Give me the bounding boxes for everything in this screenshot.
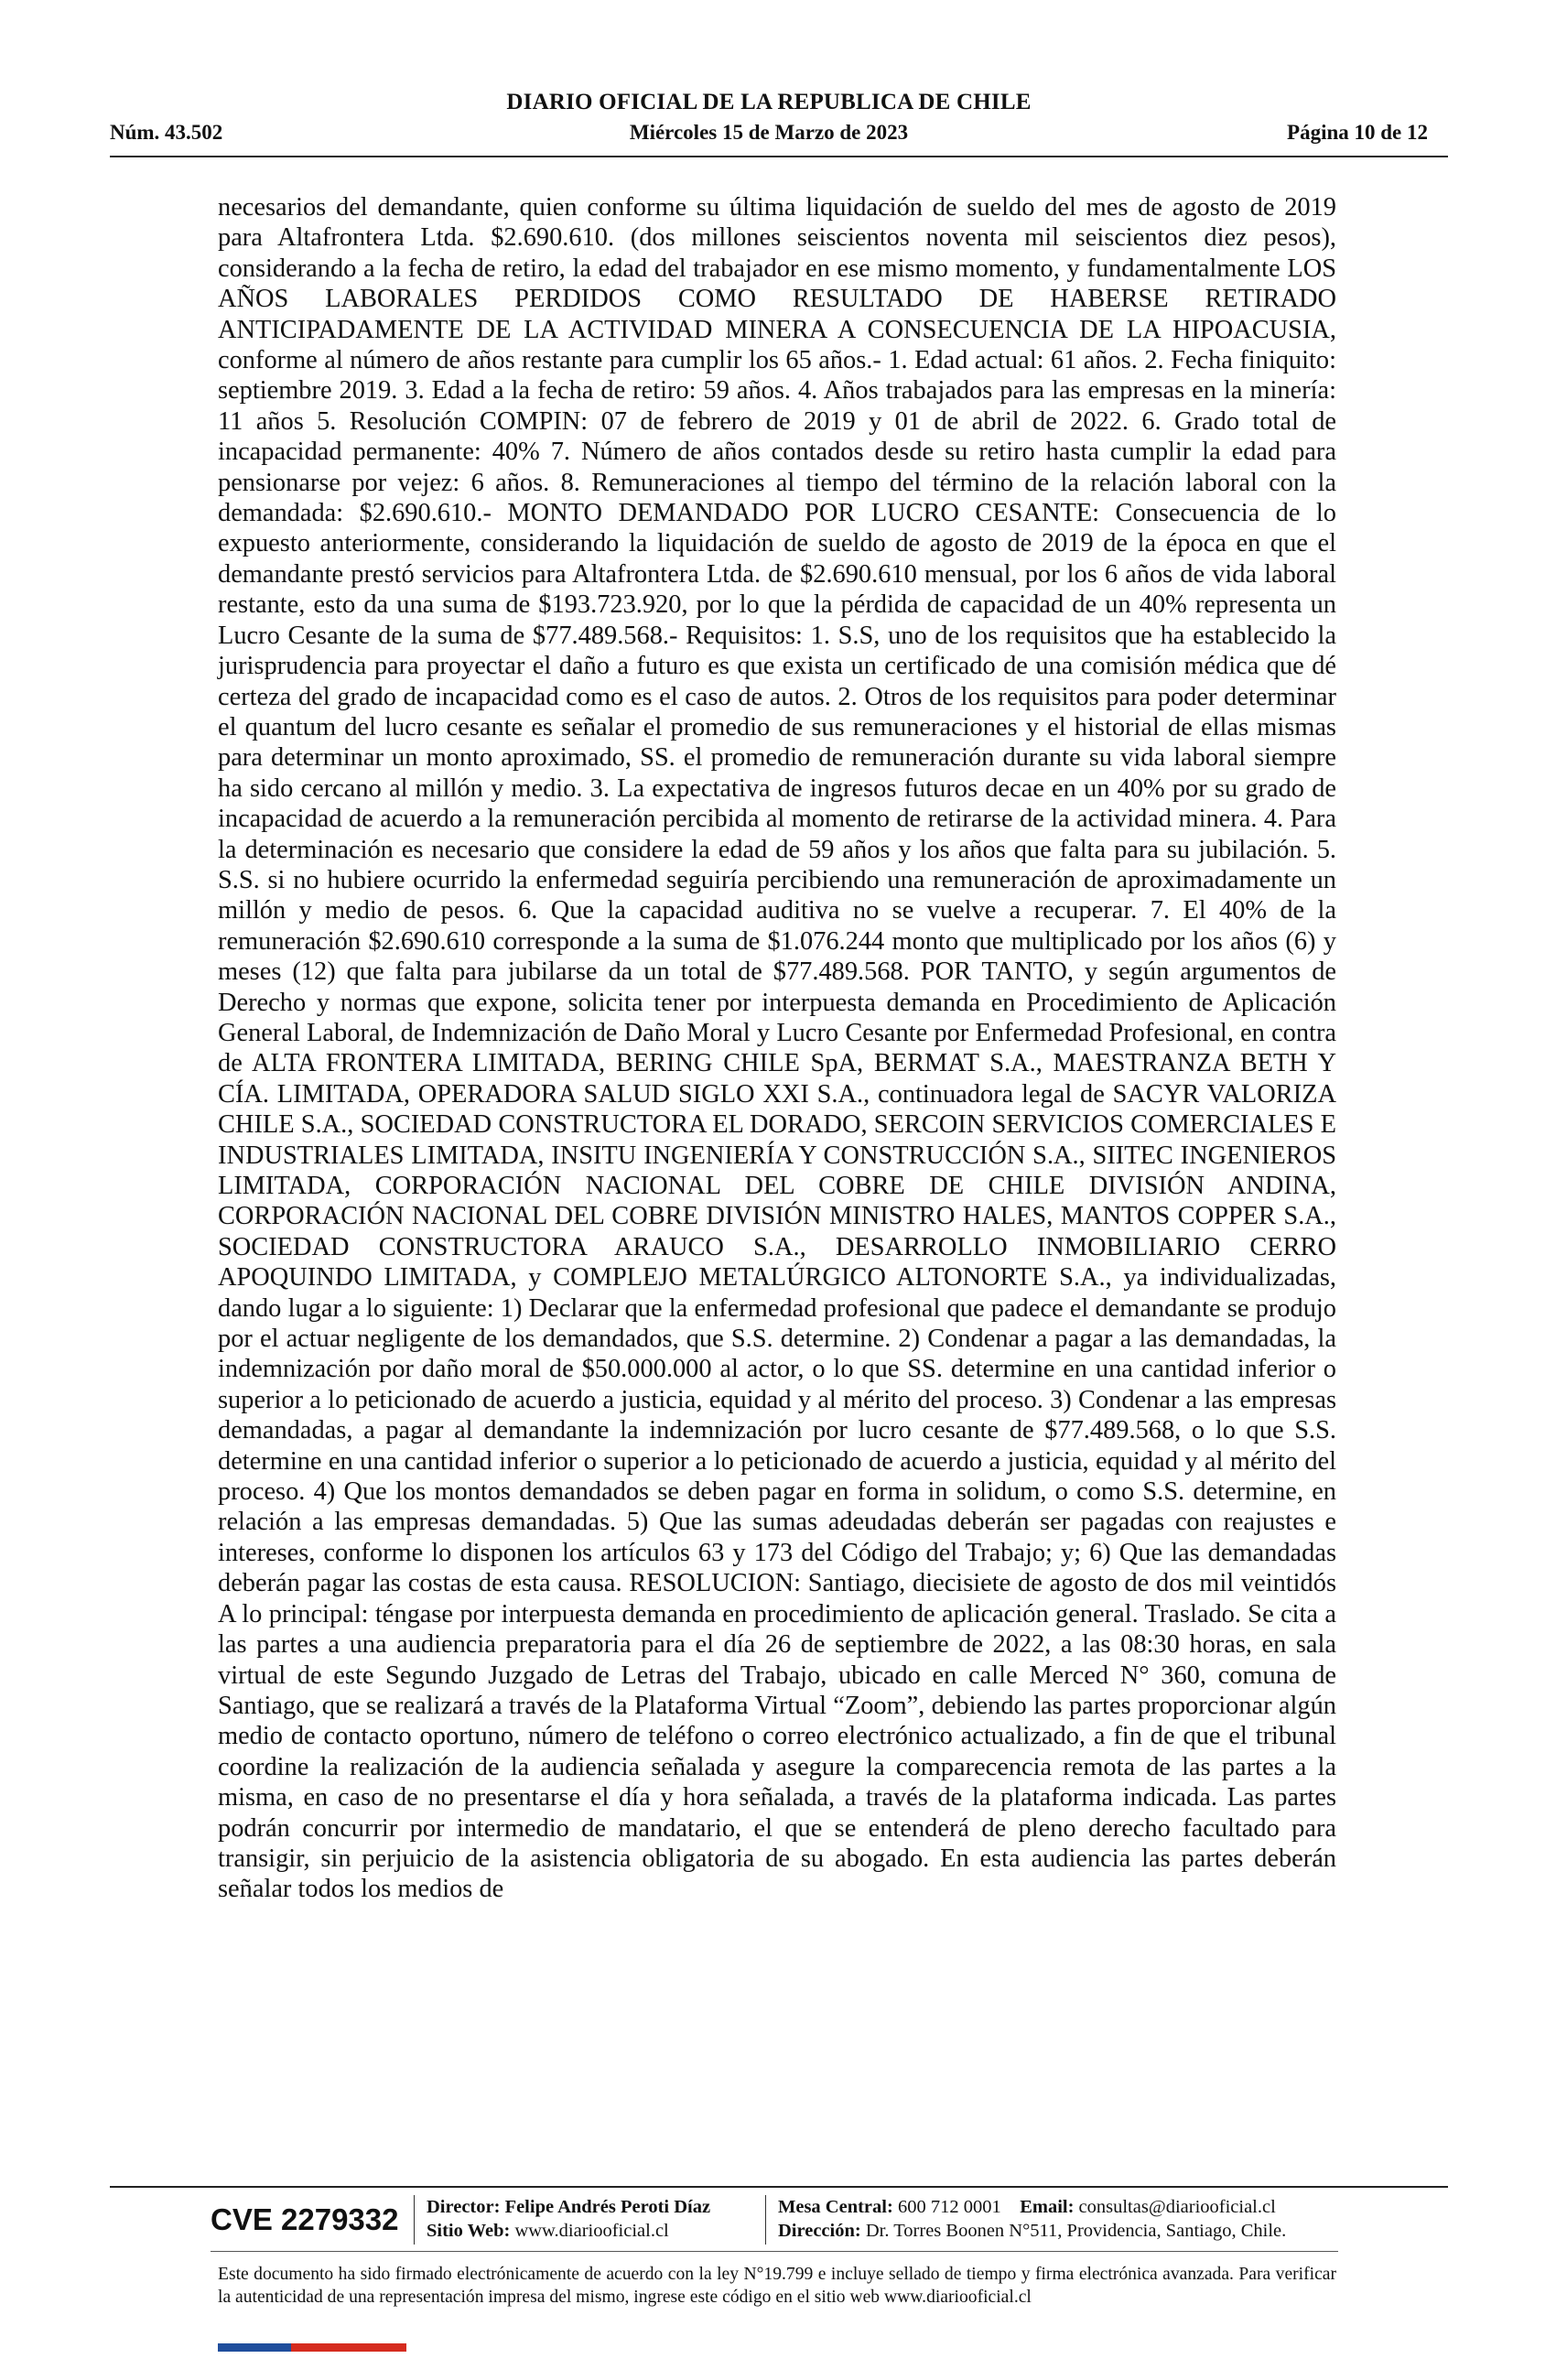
web-label: Sitio Web: bbox=[427, 2221, 511, 2241]
address-label: Dirección: bbox=[778, 2221, 861, 2241]
director-name: Felipe Andrés Peroti Díaz bbox=[504, 2197, 711, 2217]
flag-blue-segment bbox=[218, 2343, 291, 2352]
footer-divider bbox=[110, 2186, 1448, 2188]
phone-value: 600 712 0001 bbox=[897, 2197, 1001, 2217]
director-label: Director: bbox=[427, 2197, 501, 2217]
address-value: Dr. Torres Boonen N°511, Providencia, Santiago, Chile. bbox=[865, 2221, 1287, 2241]
footer-director-block bbox=[427, 2195, 710, 2243]
flag-red-segment bbox=[291, 2343, 406, 2352]
email-label: Email: bbox=[1020, 2197, 1075, 2217]
issue-date: Miércoles 15 de Marzo de 2023 bbox=[629, 121, 909, 144]
publication-title: DIARIO OFICIAL DE LA REPUBLICA DE CHILE bbox=[506, 90, 1032, 114]
footer-separator bbox=[414, 2195, 415, 2245]
chile-flag-stripe bbox=[218, 2343, 406, 2352]
header-divider bbox=[110, 156, 1448, 157]
web-link[interactable]: www.diariooficial.cl bbox=[514, 2221, 669, 2241]
footer-separator bbox=[765, 2195, 766, 2245]
document-body: necesarios del demandante, quien conforme su última liquidación de sueldo del mes de agosto de 2019 para Altafrontera Ltda. $2.690.610. (dos millones seiscientos noventa mil seiscientos diez pesos), considerando a la fecha de retiro, la edad del trabajador en ese mismo momento, y fundamentalmente LOS AÑOS LABORALES PERDIDOS COMO RESULTADO DE HABERSE RETIRADO ANTICIPADAMENTE DE LA ACTIVIDAD MINERA A CONSECUENCIA DE LA HIPOACUSIA, conforme al número de años restante para cumplir los 65 años.- 1. Edad actual: 61 años. 2. Fecha finiquito: septiembre 2019. 3. Edad a la fecha de retiro: 59 años. 4. Años trabajados para las empresas en la minería: 11 años 5. Resolución COMPIN: 07 de febrero de 2019 y 01 de abril de 2022. 6. Grado total de incapacidad permanente: 40% 7. Número de años contados desde su retiro hasta cumplir la edad para pensionarse por vejez: 6 años. 8. Remuneraciones al tiempo del término de la relación laboral con la demandada: $2.690.610.- MONTO DEMANDADO POR LUCRO CESANTE: Consecuencia de lo expuesto anteriormente, considerando la liquidación de sueldo de agosto de 2019 de la época en que el demandante prestó servicios para Altafrontera Ltda. de $2.690.610 mensual, por los 6 años de vida laboral restante, esto da una suma de $193.723.920, por lo que la pérdida de capacidad de un 40% representa un Lucro Cesante de la suma de $77.489.568.- Requisitos: 1. S.S, uno de los requisitos que ha establecido la jurisprudencia para proyectar el daño a futuro es que exista un certificado de una comisión médica que dé certeza del grado de incapacidad como es el caso de autos. 2. Otros de los requisitos para poder determinar el quantum del lucro cesante es señalar el promedio de sus remuneraciones y el historial de ellas mismas para determinar un monto aproximado, SS. el promedio de remuneración durante su vida laboral siempre ha sido cercano al millón y medio. 3. La expectativa de ingresos futuros decae en un 40% por su grado de incapacidad de acuerdo a la remuneración percibida al momento de retirarse de la actividad minera. 4. Para la determinación es necesario que considere la edad de 59 años y los años que falta para su jubilación. 5. S.S. si no hubiere ocurrido la enfermedad seguiría percibiendo una remuneración de aproximadamente un millón y medio de pesos. 6. Que la capacidad auditiva no se vuelve a recuperar. 7. El 40% de la remuneración $2.690.610 corresponde a la suma de $1.076.244 monto que multiplicado por los años (6) y meses (12) que falta para jubilarse da un total de $77.489.568. POR TANTO, y según argumentos de Derecho y normas que expone, solicita tener por interpuesta demanda en Procedimiento de Aplicación General Laboral, de Indemnización de Daño Moral y Lucro Cesante por Enfermedad Profesional, en contra de ALTA FRONTERA LIMITADA, BERING CHILE SpA, BERMAT S.A., MAESTRANZA BETH Y CÍA. LIMITADA, OPERADORA SALUD SIGLO XXI S.A., continuadora legal de SACYR VALORIZA CHILE S.A., SOCIEDAD CONSTRUCTORA EL DORADO, SERCOIN SERVICIOS COMERCIALES E INDUSTRIALES LIMITADA, INSITU INGENIERÍA Y CONSTRUCCIÓN S.A., SIITEC INGENIEROS LIMITADA, CORPORACIÓN NACIONAL DEL COBRE DE CHILE DIVISIÓN ANDINA, CORPORACIÓN NACIONAL DEL COBRE DIVISIÓN MINISTRO HALES, MANTOS COPPER S.A., SOCIEDAD CONSTRUCTORA ARAUCO S.A., DESARROLLO INMOBILIARIO CERRO APOQUINDO LIMITADA, y COMPLEJO METALÚRGICO ALTONORTE S.A., ya individualizadas, dando lugar a lo siguiente: 1) Declarar que la enfermedad profesional que padece el demandante se produjo por el actuar negligente de los demandados, que S.S. determine. 2) Condenar a pagar a las demandadas, la indemnización por daño moral de $50.000.000 al actor, o lo que SS. determine en una cantidad inferior o superior a lo peticionado de acuerdo a justicia, equidad y al mérito del proceso. 3) Condenar a las empresas demandadas, a pagar al demandante la indemnización por lucro cesante de $77.489.568, o lo que S.S. determine en una cantidad inferior o superior a lo peticionado de acuerdo a justicia, equidad y al mérito del proceso. 4) Que los montos demandados se deben pagar en forma in solidum, o como S.S. determine, en relación a las empresas demandadas. 5) Que las sumas adeudadas deberán ser pagadas con reajustes e intereses, conforme lo disponen los artículos 63 y 173 del Código del Trabajo; y; 6) Que las demandadas deberán pagar las costas de esta causa. RESOLUCION: Santiago, diecisiete de agosto de dos mil veintidós A lo principal: téngase por interpuesta demanda en procedimiento de aplicación general. Traslado. Se cita a las partes a una audiencia preparatoria para el día 26 de septiembre de 2022, a las 08:30 horas, en sala virtual de este Segundo Juzgado de Letras del Trabajo, ubicado en calle Merced N° 360, comuna de Santiago, que se realizará a través de la Plataforma Virtual “Zoom”, debiendo las partes proporcionar algún medio de contacto oportuno, número de teléfono o correo electrónico actualizado, a fin de que el tribunal coordine la realización de la audiencia señalada y asegure la comparecencia remota de las partes a la misma, en caso de no presentarse el día y hora señalada, a través de la plataforma indicada. Las partes podrán concurrir por intermedio de mandatario, el que se entenderá de pleno derecho facultado para transigir, sin perjuicio de la asistencia obligatoria de su abogado. En esta audiencia las partes deberán señalar todos los medios de bbox=[218, 193, 1336, 1904]
page-number: Página 10 de 12 bbox=[1287, 121, 1428, 144]
issue-number: Núm. 43.502 bbox=[110, 121, 223, 144]
phone-label: Mesa Central: bbox=[778, 2197, 893, 2217]
footer-contact-block bbox=[778, 2195, 1286, 2243]
footer-inner-divider bbox=[211, 2251, 1338, 2252]
legal-notice: Este documento ha sido firmado electrónicamente de acuerdo con la ley N°19.799 e incluye sellado de tiempo y firma electrónica avanzada. Para verificar la autenticidad de una representación impresa del mismo, ingrese este código en el sitio web www.diariooficial.cl bbox=[218, 2265, 1336, 2307]
email-link[interactable]: consultas@diariooficial.cl bbox=[1078, 2197, 1276, 2217]
cve-code: CVE 2279332 bbox=[211, 2202, 399, 2236]
page-header bbox=[110, 90, 1428, 154]
